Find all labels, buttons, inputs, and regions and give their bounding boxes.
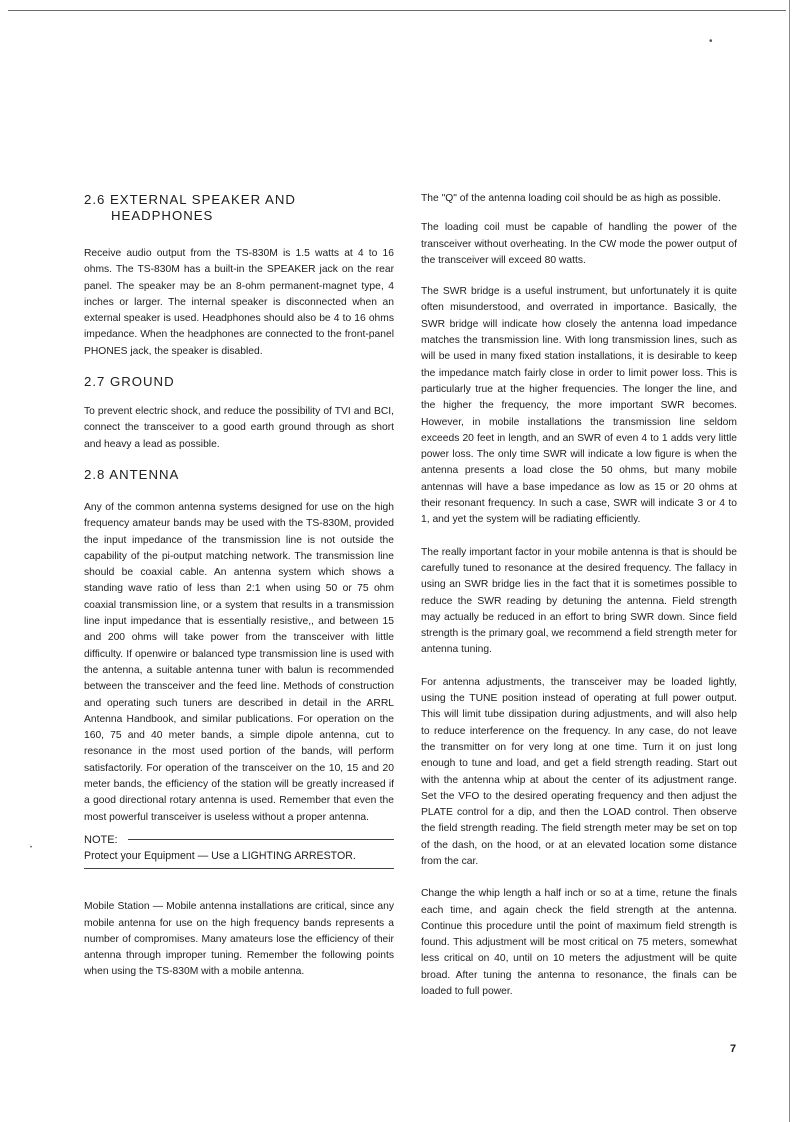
note-rule xyxy=(128,839,394,840)
note-label: NOTE: xyxy=(84,833,118,846)
paragraph-mobile: Mobile Station — Mobile antenna installations are critical, since any mobile antenna for use on the high frequency bands represents a number of compromises. Many amateurs lose the efficiency of their antenna through improper tuning. Remember the following points when using the TS-830M with a mobile antenna. xyxy=(84,901,394,978)
top-rule xyxy=(8,10,786,11)
paragraph-loading-coil: The loading coil must be capable of handling the power of the transceiver without overheating. In the CW mode the power output of the transceiver will exceed 80 watts. xyxy=(421,222,737,266)
page-edge xyxy=(789,0,790,1122)
scan-mark: • xyxy=(709,36,713,47)
section-heading-2-6-cont: HEADPHONES xyxy=(111,208,214,223)
note-heading xyxy=(84,832,394,848)
paragraph-whip: Change the whip length a half inch or so at a time, retune the finals each time, and again check the field strength at the antenna. Continue this procedure until the point of maximum field strength is found. This adjustment will be most critical on 75 meters, somewhat less critical on 40, until on 10 meters the adjustment will be quite broad. After tuning the antenna to resonance, the finals can be loaded to full power. xyxy=(421,888,737,998)
page-number: 7 xyxy=(730,1043,737,1055)
paragraph-adjustments: For antenna adjustments, the transceiver may be loaded lightly, using the TUNE position instead of operating at full power output. This will limit tube dissipation during adjustments, and will also help to reduce interference on the frequency. In any case, do not leave the transmitter on for very long at one time. Turn it on just long enough to tune and load, and get a field strength reading. Start out with the antenna whip at about the center of its adjustment range. Set the VFO to the desired operating frequency and then adjust the PLATE control for a dip, and then the LOAD control. Then observe the field strength reading. The field strength meter may be set on top of the dash, on the hood, or at an elevated location some distance from the car. xyxy=(421,676,737,867)
section-heading-2-7: 2.7 GROUND xyxy=(84,374,175,390)
scan-mark: • xyxy=(30,845,33,851)
paragraph-antenna: Any of the common antenna systems designed for use on the high frequency amateur bands may be used with the TS-830M, provided the input impedance of the transmission line is not outside the capability of the pi-output matching network. The transmission line should be coaxial cable. An antenna system which shows a standing wave ratio of less than 2:1 when using 50 or 75 ohm coaxial transmission line, or a system that results in a transmission line input impedance that is essentially resistive,, and between 15 and 200 ohms will take power from the transceiver with little difficulty. If openwire or balanced type transmission line is used with the antenna, a suitable antenna tuner with balun is recommended between the transceiver and the feed line. Methods of construction and operating such tuners are described in detail in the ARRL Antenna Handbook, and similar publications. For operation on the 160, 75 and 40 meter bands, a simple dipole antenna, cut to resonance in the most used portion of the bands, will perform satisfactorily. For operation of the transceiver on the 10, 15 and 20 meter bands, the efficiency of the station will be greatly increased if a good directional rotary antenna is used. Remember that even the most powerful transceiver is useless without a proper antenna. xyxy=(84,501,394,823)
paragraph-ground: To prevent electric shock, and reduce the possibility of TVI and BCI, connect the transceiver to a good earth ground through as short and heavy a lead as possible. xyxy=(84,406,394,450)
note-text: Protect your Equipment — Use a LIGHTING ARRESTOR. xyxy=(84,849,356,862)
right-column xyxy=(421,191,737,1000)
left-column xyxy=(84,192,394,981)
note-bottom-rule xyxy=(84,868,394,869)
paragraph-speaker: Receive audio output from the TS-830M is 1.5 watts at 4 to 16 ohms. The TS-830M has a built-in the SPEAKER jack on the rear panel. The speaker may be an 8-ohm permanent-magnet type, 4 inches or larger. The internal speaker is disconnected when an external speaker is used. Headphones should also be 4 to 16 ohms impedance. When the headphones are connected to the front-panel PHONES jack, the speaker is disabled. xyxy=(84,248,394,357)
section-heading-2-8: 2.8 ANTENNA xyxy=(84,466,180,482)
paragraph-swr: The SWR bridge is a useful instrument, but unfortunately it is quite often misunderstood, and overrated in importance. Basically, the SWR bridge will indicate how closely the antenna load impedance matches the transmission line. With long transmission lines, such as will be used in many fixed station installations, it is desirable to keep the impedance match fairly close in order to limit power loss. This is particularly true at the higher frequencies. The longer the line, and the higher the frequency, the more important SWR becomes. However, in mobile installations the transmission line seldom exceeds 20 feet in length, and an SWR of even 4 to 1 adds very little power loss. The only time SWR will indicate a low figure is when the antenna presents a load close the 50 ohms, but many mobile antennas will have a base impedance as low as 15 or 20 ohms at their resonant frequency. In such a case, SWR will indicate 3 or 4 to 1, and yet the system will be radiating efficiently. xyxy=(421,286,737,526)
paragraph-tuning: The really important factor in your mobile antenna is that is should be carefully tuned to resonance at the desired frequency. The fallacy in using an SWR bridge lies in the fact that it is sometimes possible to reduce the SWR reading by detuning the antenna. Field strength may actually be reduced in an effort to bring SWR down. Since field strength is the primary goal, we recommend a field strength meter for antenna tuning. xyxy=(421,546,737,656)
paragraph-q: The "Q" of the antenna loading coil should be as high as possible. xyxy=(421,193,721,204)
section-heading-2-6: 2.6 EXTERNAL SPEAKER AND xyxy=(84,192,296,207)
